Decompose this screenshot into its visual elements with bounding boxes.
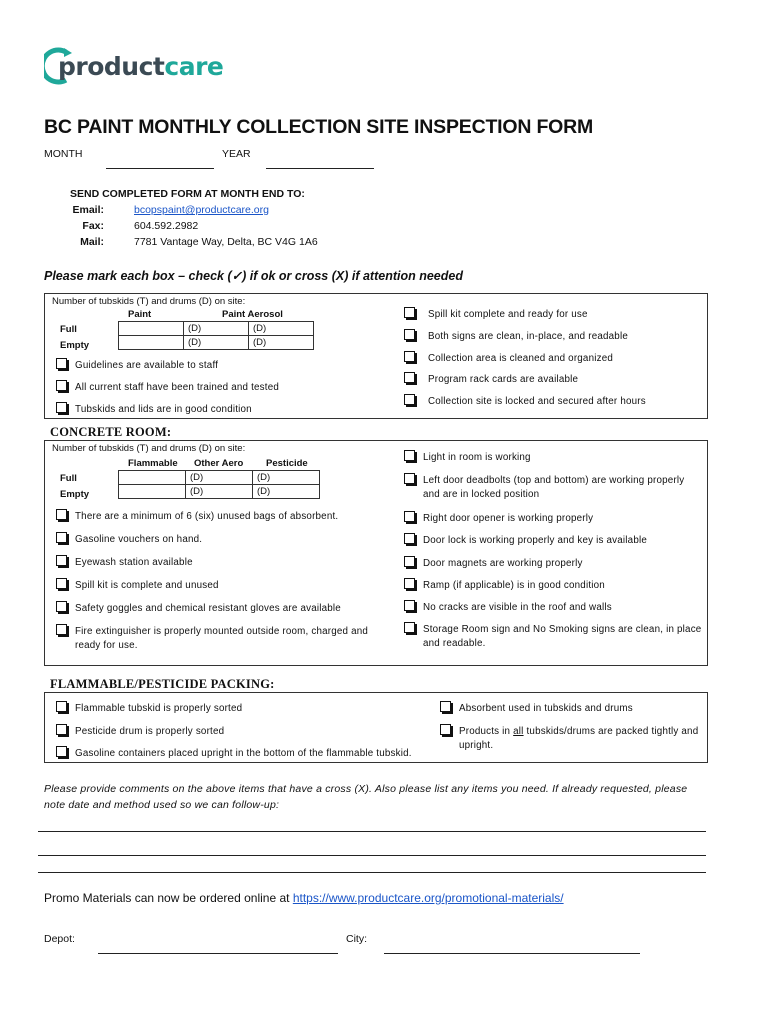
productcare-logo xyxy=(44,46,224,90)
depot-label: Depot: xyxy=(44,933,75,945)
list-item: Both signs are clean, in-place, and readable xyxy=(404,330,704,344)
logo-text-care: care xyxy=(164,52,224,81)
logo-text-product: product xyxy=(58,52,165,81)
list-item: Storage Room sign and No Smoking signs are clean, in place and readable. xyxy=(404,623,704,651)
list-item: Fire extinguisher is properly mounted outside room, charged and ready for use. xyxy=(56,625,386,653)
promo-text: Promo Materials can now be ordered online at https://www.productcare.org/promotional-materials/ xyxy=(44,891,564,905)
list-item: Collection area is cleaned and organized xyxy=(404,352,704,366)
checkbox[interactable] xyxy=(404,533,415,544)
page-title: BC PAINT MONTHLY COLLECTION SITE INSPECTION FORM xyxy=(44,116,594,138)
list-item: Spill kit complete and ready for use xyxy=(404,308,704,322)
email-label: Email: xyxy=(72,204,104,216)
paint-full-t[interactable] xyxy=(119,322,184,336)
comments-instruction: Please provide comments on the above items that have a cross (X). Also please list any items you need. If already requested, please note date and method used so we can follow-up: xyxy=(44,783,688,811)
list-item: No cracks are visible in the roof and walls xyxy=(404,601,704,615)
row-full: Full xyxy=(60,324,77,335)
list-item: Light in room is working xyxy=(404,451,704,465)
list-item: Flammable tubskid is properly sorted xyxy=(56,702,426,716)
list-item: Ramp (if applicable) is in good condition xyxy=(404,579,704,593)
check-mark-icon: ✓ xyxy=(231,269,243,283)
instruction-text: Please mark each box – check (✓) if ok or cross (X) if attention needed xyxy=(44,269,463,283)
list-item: Door magnets are working properly xyxy=(404,557,704,571)
checkbox[interactable] xyxy=(56,532,67,543)
flammable-full[interactable] xyxy=(119,471,186,485)
list-item: Gasoline containers placed upright in the bottom of the flammable tubskid. xyxy=(56,747,426,761)
paint-empty-d[interactable]: (D) xyxy=(184,336,249,350)
col-pesticide: Pesticide xyxy=(266,458,308,469)
checkbox[interactable] xyxy=(56,746,67,757)
list-item: Collection site is locked and secured after hours xyxy=(404,395,704,409)
list-item: Products in all tubskids/drums are packed tightly and upright. xyxy=(440,725,704,753)
col-other-aero: Other Aero xyxy=(194,458,244,469)
flammable-heading: FLAMMABLE/PESTICIDE PACKING: xyxy=(50,677,275,691)
row-empty: Empty xyxy=(60,340,90,351)
list-item: Absorbent used in tubskids and drums xyxy=(440,702,704,716)
row-full: Full xyxy=(60,473,77,484)
list-item: Eyewash station available xyxy=(56,556,386,570)
checkbox[interactable] xyxy=(56,701,67,712)
list-item: Gasoline vouchers on hand. xyxy=(56,533,386,547)
mail-value: 7781 Vantage Way, Delta, BC V4G 1A6 xyxy=(134,236,318,248)
other-empty-d[interactable]: (D) xyxy=(186,485,253,499)
checkbox[interactable] xyxy=(404,622,415,633)
checkbox[interactable] xyxy=(404,394,415,405)
concrete-count-label: Number of tubskids (T) and drums (D) on site: xyxy=(52,443,246,454)
checkbox[interactable] xyxy=(440,701,451,712)
comment-line-2[interactable] xyxy=(38,855,706,856)
col-flammable: Flammable xyxy=(128,458,178,469)
checkbox[interactable] xyxy=(404,473,415,484)
list-item: Right door opener is working properly xyxy=(404,512,704,526)
checkbox[interactable] xyxy=(56,724,67,735)
paint-full-d[interactable]: (D) xyxy=(184,322,249,336)
aerosol-empty-d[interactable]: (D) xyxy=(249,336,314,350)
row-empty: Empty xyxy=(60,489,90,500)
checkbox[interactable] xyxy=(404,511,415,522)
concrete-count-table xyxy=(118,470,320,499)
checkbox[interactable] xyxy=(404,372,415,383)
list-item: Guidelines are available to staff xyxy=(56,359,386,373)
flammable-empty[interactable] xyxy=(119,485,186,499)
checkbox[interactable] xyxy=(56,380,67,391)
fax-value: 604.592.2982 xyxy=(134,220,199,232)
paint-count-label: Number of tubskids (T) and drums (D) on site: xyxy=(52,296,246,307)
checkbox[interactable] xyxy=(440,724,451,735)
promo-link[interactable]: https://www.productcare.org/promotional-materials/ xyxy=(292,891,564,905)
list-item: Pesticide drum is properly sorted xyxy=(56,725,426,739)
pesticide-empty-d[interactable]: (D) xyxy=(253,485,320,499)
checkbox[interactable] xyxy=(56,358,67,369)
other-full-d[interactable]: (D) xyxy=(186,471,253,485)
mail-label: Mail: xyxy=(80,236,104,248)
checkbox[interactable] xyxy=(404,578,415,589)
send-heading: SEND COMPLETED FORM AT MONTH END TO: xyxy=(70,188,305,200)
aerosol-full-d[interactable]: (D) xyxy=(249,322,314,336)
list-item: Left door deadbolts (top and bottom) are working properly and are in locked position xyxy=(404,474,704,502)
depot-field[interactable] xyxy=(98,953,338,954)
checkbox[interactable] xyxy=(404,307,415,318)
paint-empty-t[interactable] xyxy=(119,336,184,350)
checkbox[interactable] xyxy=(56,624,67,635)
comment-line-1[interactable] xyxy=(38,831,706,832)
list-item: There are a minimum of 6 (six) unused bags of absorbent. xyxy=(56,510,386,524)
month-field[interactable] xyxy=(106,168,214,169)
col-paint: Paint xyxy=(128,309,152,320)
comment-line-3[interactable] xyxy=(38,872,706,873)
checkbox[interactable] xyxy=(404,329,415,340)
checkbox[interactable] xyxy=(404,450,415,461)
month-label: MONTH xyxy=(44,148,83,160)
list-item: All current staff have been trained and tested xyxy=(56,381,386,395)
list-item: Program rack cards are available xyxy=(404,373,704,387)
year-label: YEAR xyxy=(222,148,251,160)
pesticide-full-d[interactable]: (D) xyxy=(253,471,320,485)
checkbox[interactable] xyxy=(404,556,415,567)
list-item: Spill kit is complete and unused xyxy=(56,579,386,593)
checkbox[interactable] xyxy=(56,555,67,566)
checkbox[interactable] xyxy=(56,578,67,589)
list-item: Door lock is working properly and key is available xyxy=(404,534,704,548)
checkbox[interactable] xyxy=(404,351,415,362)
checkbox[interactable] xyxy=(404,600,415,611)
paint-count-table xyxy=(118,321,314,350)
checkbox[interactable] xyxy=(56,509,67,520)
list-item: Safety goggles and chemical resistant gloves are available xyxy=(56,602,386,616)
list-item: Tubskids and lids are in good condition xyxy=(56,403,386,417)
city-label: City: xyxy=(346,933,367,945)
email-link[interactable]: bcopspaint@productcare.org xyxy=(134,204,269,216)
city-field[interactable] xyxy=(384,953,640,954)
year-field[interactable] xyxy=(266,168,374,169)
checkbox[interactable] xyxy=(56,601,67,612)
concrete-heading: CONCRETE ROOM: xyxy=(50,425,172,439)
checkbox[interactable] xyxy=(56,402,67,413)
col-paint-aerosol: Paint Aerosol xyxy=(222,309,283,320)
fax-label: Fax: xyxy=(82,220,104,232)
